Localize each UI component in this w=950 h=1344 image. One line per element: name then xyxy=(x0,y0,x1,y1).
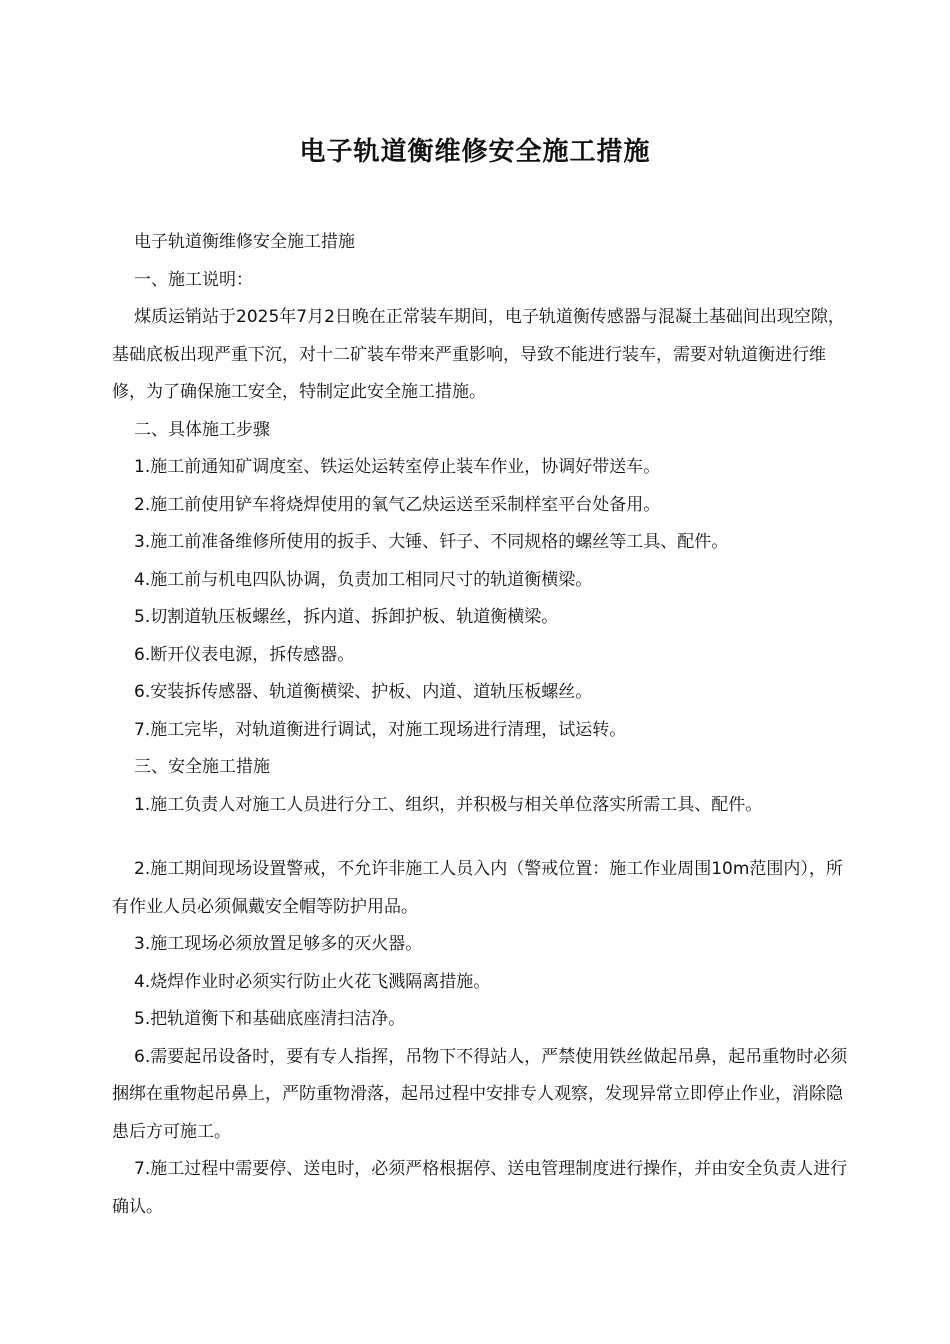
measure-item: 3.施工现场必须放置足够多的灭火器。 xyxy=(134,934,423,954)
step-item: 5.切割道轨压板螺丝，拆内道、拆卸护板、轨道衡横梁。 xyxy=(134,607,559,627)
step-item: 1.施工前通知矿调度室、铁运处运转室停止装车作业，协调好带送车。 xyxy=(134,457,661,477)
step-item: 2.施工前使用铲车将烧焊使用的氧气乙炔运送至采制样室平台处备用。 xyxy=(134,494,661,515)
document-body xyxy=(112,224,848,1226)
blank-line xyxy=(112,824,848,851)
step-item: 7.施工完毕，对轨道衡进行调试，对施工现场进行清理，试运转。 xyxy=(134,719,627,740)
step-item: 3.施工前准备维修所使用的扳手、大锤、钎子、不同规格的螺丝等工具、配件。 xyxy=(134,532,729,552)
subtitle-paragraph: 电子轨道衡维修安全施工措施 xyxy=(134,232,355,252)
measure-item: 1.施工负责人对施工人员进行分工、组织，并积极与相关单位落实所需工具、配件。 xyxy=(134,794,763,815)
step-item: 6.断开仪表电源，拆传感器。 xyxy=(134,644,355,665)
section-heading-2: 二、具体施工步骤 xyxy=(134,419,270,440)
measure-item: 6.需要起吊设备时，要有专人指挥，吊物下不得站人，严禁使用铁丝做起吊鼻，起吊重物时必须捆绑在重物起吊鼻上，严防重物滑落，起吊过程中安排专人观察，发现异常立即停止作业，消除隐患后方可施工。 xyxy=(112,1046,848,1142)
section-heading-1: 一、施工说明： xyxy=(134,269,253,290)
document-title: 电子轨道衡维修安全施工措施 xyxy=(299,137,651,167)
section-heading-3: 三、安全施工措施 xyxy=(134,757,270,777)
measure-item: 2.施工期间现场设置警戒，不允许非施工人员入内（警戒位置：施工作业周围10m范围内），所有作业人员必须佩戴安全帽等防护用品。 xyxy=(112,859,843,917)
description-paragraph: 煤质运销站于2025年7月2日晚在正常装车期间，电子轨道衡传感器与混凝土基础间出现空隙，基础底板出现严重下沉，对十二矿装车带来严重影响，导致不能进行装车，需要对轨道衡进行维修，为了确保施工安全，特制定此安全施工措施。 xyxy=(112,307,845,402)
measure-item: 7.施工过程中需要停、送电时，必须严格根据停、送电管理制度进行操作，并由安全负责人进行确认。 xyxy=(112,1159,848,1217)
step-item: 6.安装拆传感器、轨道衡横梁、护板、内道、道轨压板螺丝。 xyxy=(134,682,593,702)
measure-item: 4.烧焊作业时必须实行防止火花飞溅隔离措施。 xyxy=(134,971,491,992)
measure-item: 5.把轨道衡下和基础底座清扫洁净。 xyxy=(134,1009,406,1029)
step-item: 4.施工前与机电四队协调，负责加工相同尺寸的轨道衡横梁。 xyxy=(134,569,593,590)
